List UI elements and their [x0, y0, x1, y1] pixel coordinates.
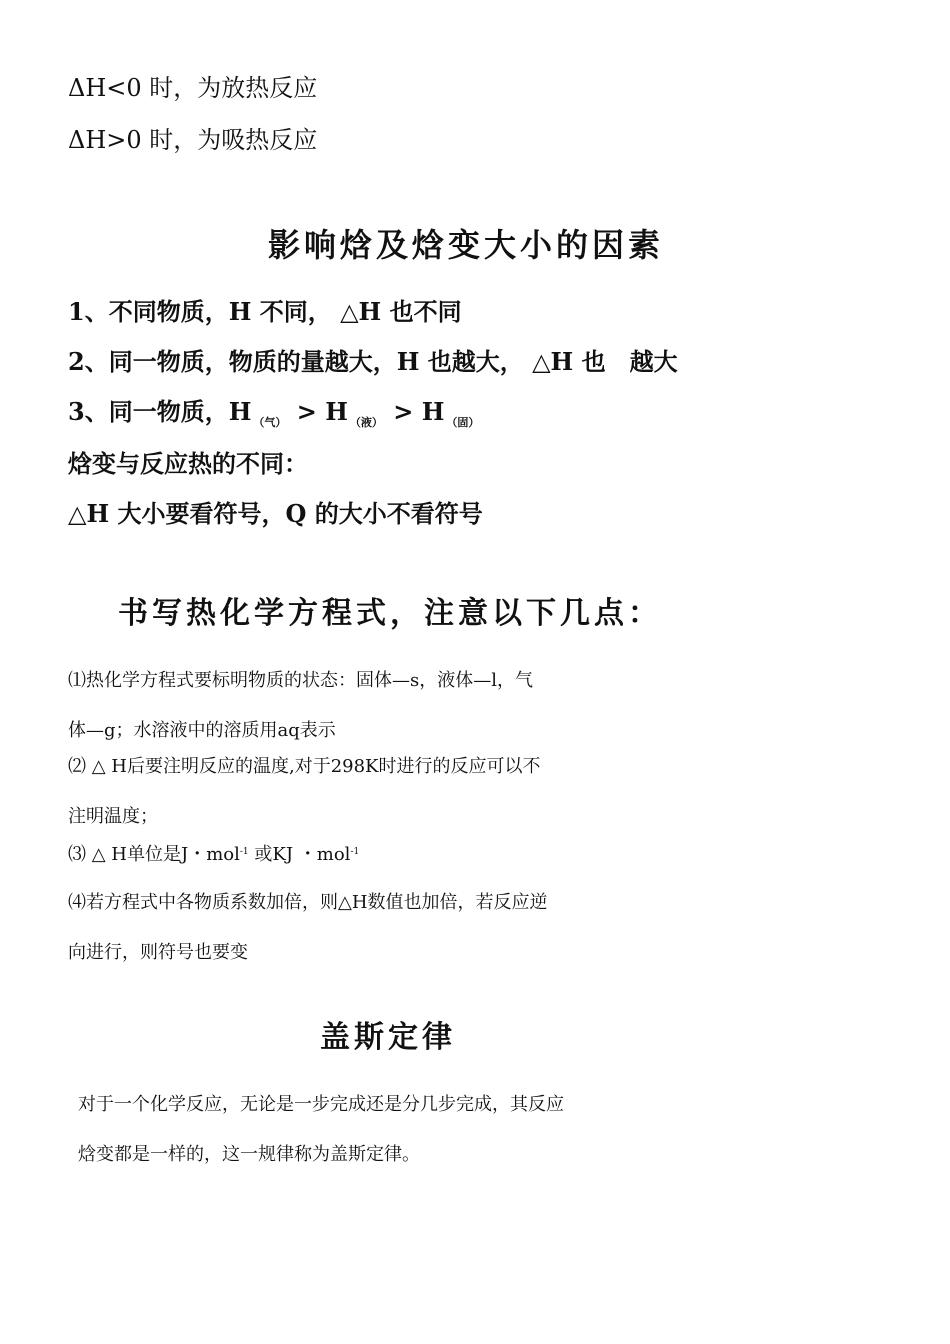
unit-exponent-2: -1 — [350, 847, 360, 857]
gt-1: > H — [288, 397, 348, 426]
gt-2: > H — [384, 397, 445, 426]
factor-item-2: 2、同一物质，物质的量越大，H 也越大， △H 也 越大 — [68, 347, 678, 376]
equation-point-1b: 体—g；水溶液中的溶质用aq表示 — [68, 720, 336, 741]
hess-text-2: 焓变都是一样的，这一规律称为盖斯定律。 — [78, 1144, 420, 1165]
thermo-line-exothermic: ΔH<0 时，为放热反应 — [68, 74, 318, 102]
factor-item-1: 1、不同物质，H 不同， △H 也不同 — [68, 297, 462, 326]
state-solid: （固） — [446, 416, 480, 429]
factor-item-3-prefix: 3、同一物质，H — [68, 397, 252, 426]
diff-title: 焓变与反应热的不同： — [68, 449, 308, 478]
equation-point-3-mid: 或KJ ・mol — [248, 844, 351, 865]
equation-point-3-prefix: ⑶ △ H单位是J・mol — [68, 844, 240, 865]
equation-point-2b: 注明温度； — [68, 806, 158, 827]
equation-point-1a: ⑴热化学方程式要标明物质的状态：固体—s，液体—l，气 — [68, 670, 533, 691]
hess-title: 盖斯定律 — [320, 1020, 456, 1055]
factors-title: 影响焓及焓变大小的因素 — [268, 226, 665, 264]
unit-exponent-1: -1 — [239, 847, 249, 857]
state-liquid: （液） — [349, 416, 383, 429]
hess-text-1: 对于一个化学反应，无论是一步完成还是分几步完成，其反应 — [78, 1094, 564, 1115]
state-gas: （气） — [253, 416, 287, 429]
equation-point-4b: 向进行，则符号也要变 — [68, 942, 248, 963]
thermo-line-endothermic: ΔH>0 时，为吸热反应 — [68, 126, 318, 154]
factor-item-3 — [68, 392, 481, 430]
equation-point-4a: ⑷若方程式中各物质系数加倍，则△H数值也加倍，若反应逆 — [68, 892, 548, 913]
diff-text: △H 大小要看符号，Q 的大小不看符号 — [68, 499, 483, 528]
equation-title: 书写热化学方程式，注意以下几点： — [118, 596, 662, 631]
equation-point-3 — [68, 840, 359, 866]
equation-point-2a: ⑵ △ H后要注明反应的温度,对于298K时进行的反应可以不 — [68, 756, 541, 777]
